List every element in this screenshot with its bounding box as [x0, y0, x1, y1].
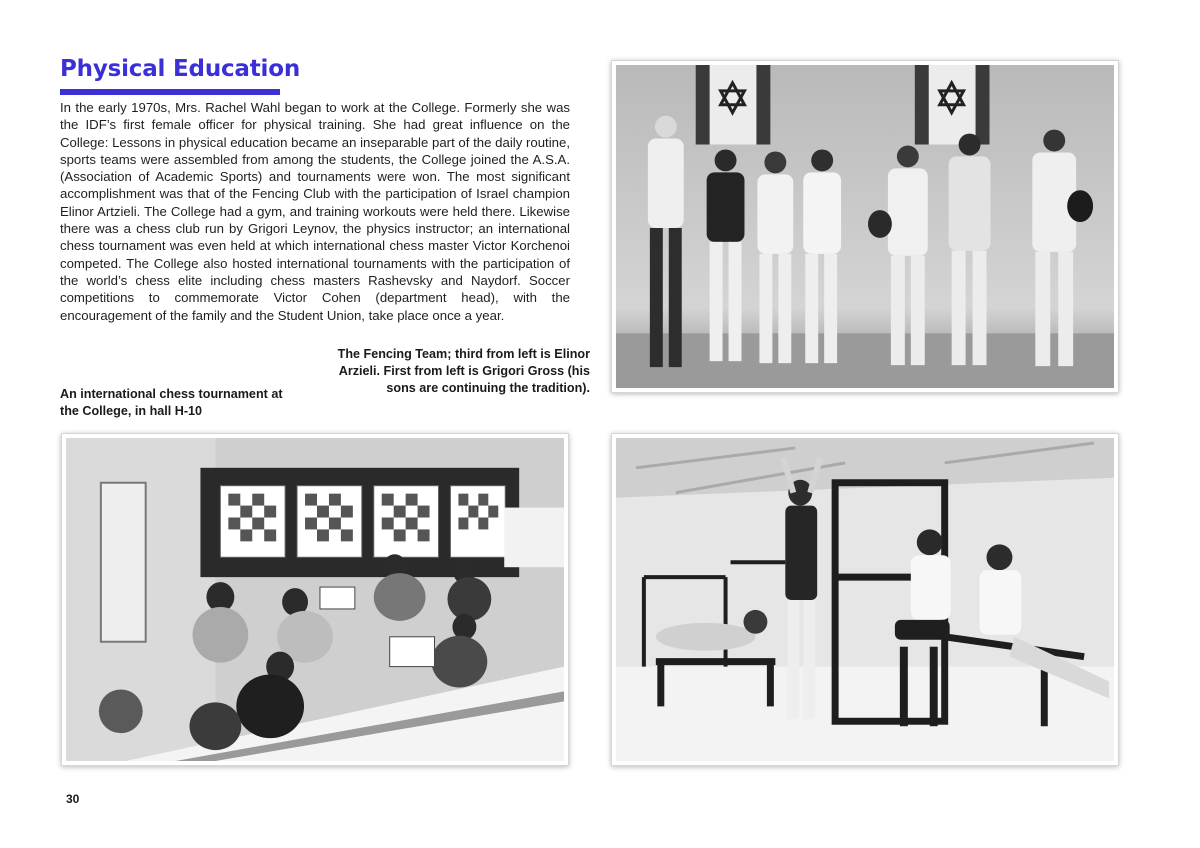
- caption-fencing: The Fencing Team; third from left is Elinor Arzieli. First from left is Grigori Gross (his sons are continuing the tradition).: [337, 347, 590, 395]
- caption-chess: An international chess tournament at the College, in hall H-10: [60, 387, 283, 418]
- page-number: 30: [66, 792, 80, 806]
- gym-photo-icon: [616, 438, 1114, 761]
- title-underline: [60, 89, 280, 95]
- fencing-photo-icon: [616, 65, 1114, 388]
- chess-tournament-photo: [61, 433, 569, 766]
- chess-photo-icon: [66, 438, 564, 761]
- body-paragraph: In the early 1970s, Mrs. Rachel Wahl began to work at the College. Formerly she was the IDF’s first female officer for physical training. She had great influence on the College: Lessons in physical education became an inseparable part of the daily routine, sports teams were assembled from among the students, the College joined the A.S.A. (Association of Academic Sports) and tournaments were won. The most significant accomplishment was that of the Fencing Club with the participation of Israel champion Elinor Artzieli. The College had a gym, and training workouts were held there. Likewise there was a chess club run by Grigori Leynov, the physics instructor; an international chess tournament was even held at which international chess master Victor Korchenoi competed. The College also hosted international tournaments with the participation of the world’s chess elite including chess masters Rashevsky and Naydorf. Soccer competitions to commemorate Victor Cohen (department head), with the encouragement of the family and the Student Union, take place once a year.: [60, 100, 570, 323]
- page-title: Physical Education: [60, 56, 301, 82]
- fencing-team-photo: [611, 60, 1119, 393]
- gym-workout-photo: [611, 433, 1119, 766]
